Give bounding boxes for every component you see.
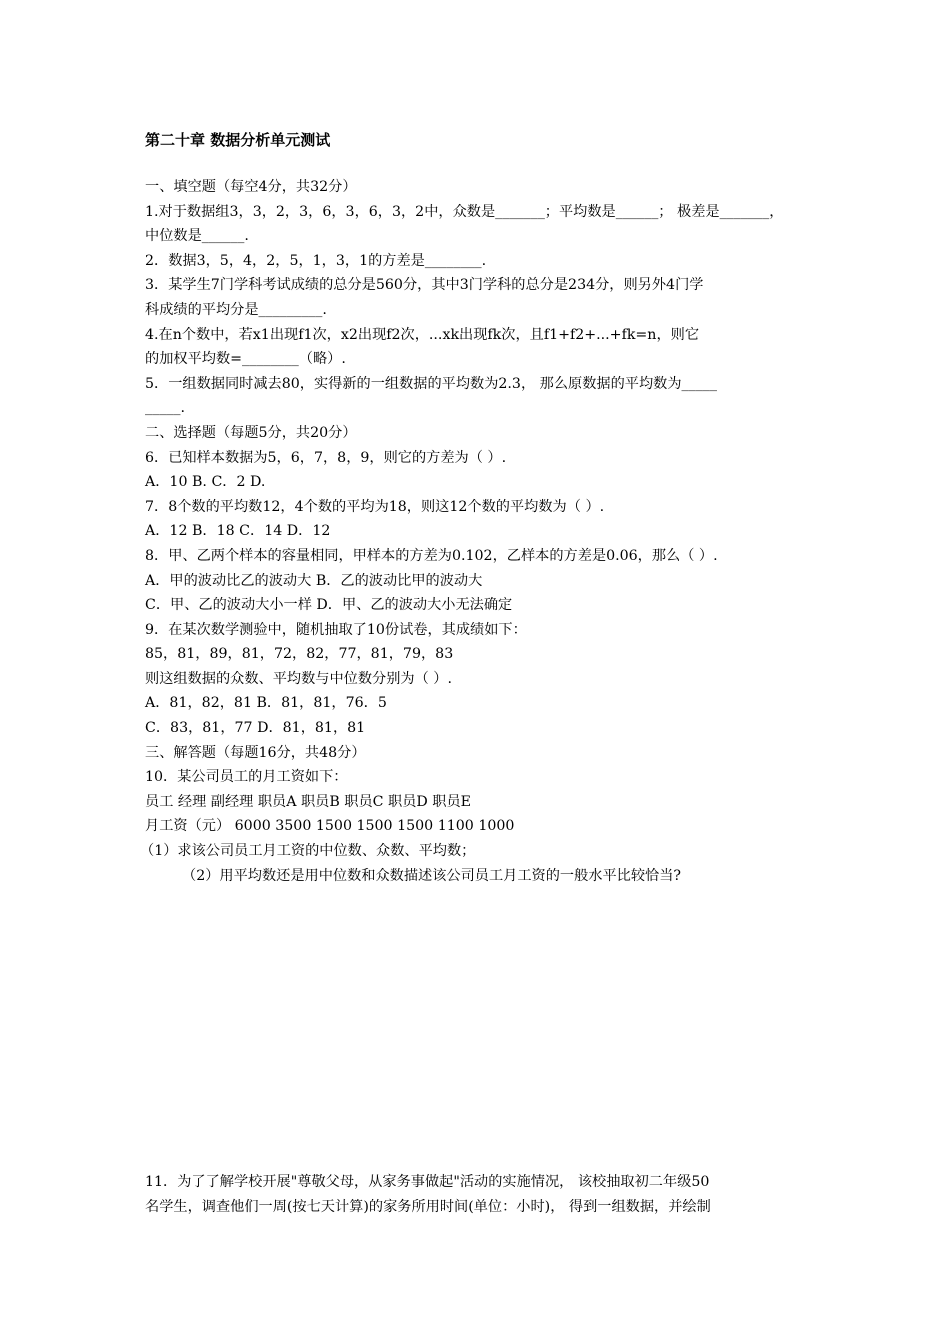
question-11-line-1: 11．为了了解学校开展"尊敬父母，从家务事做起"活动的实施情况， 该校抽取初二年级50: [145, 1174, 710, 1190]
question-1-line-2: 中位数是______.: [145, 228, 249, 245]
question-8-options-ab: A．甲的波动比乙的波动大 B．乙的波动比甲的波动大: [145, 572, 483, 589]
question-7: 7．8个数的平均数12，4个数的平均为18，则这12个数的平均数为（ ）.: [145, 498, 605, 515]
question-10-part-2: （2）用平均数还是用中位数和众数描述该公司员工月工资的一般水平比较恰当?: [182, 867, 682, 884]
question-5-line-2: _____.: [145, 400, 185, 417]
question-10-table-values: 月工资（元） 6000 3500 1500 1500 1500 1100 1000: [145, 818, 515, 835]
question-10-table-header: 员工 经理 副经理 职员A 职员B 职员C 职员D 职员E: [145, 793, 472, 810]
question-5-line-1: 5．一组数据同时减去80，实得新的一组数据的平均数为2.3， 那么原数据的平均数为_____: [145, 375, 717, 392]
question-11-line-2: 名学生，调查他们一周(按七天计算)的家务所用时间(单位：小时)， 得到一组数据，并绘制: [145, 1198, 711, 1215]
question-10: 10．某公司员工的月工资如下：: [145, 769, 348, 786]
question-8-options-cd: C．甲、乙的波动大小一样 D．甲、乙的波动大小无法确定: [145, 597, 513, 614]
question-4-line-1: 4.在n个数中，若x1出现f1次，x2出现f2次，...xk出现fk次，且f1+f2+...+fk=n，则它: [145, 326, 700, 343]
question-11: [145, 1170, 815, 1219]
section-heading-fill-blank: 一、填空题（每空4分，共32分）: [145, 179, 357, 195]
question-3-line-2: 科成绩的平均分是_________.: [145, 301, 327, 318]
section-heading-multiple-choice: 二、选择题（每题5分，共20分）: [145, 424, 357, 441]
question-body: [140, 175, 815, 888]
section-heading-answer: 三、解答题（每题16分，共48分）: [145, 744, 366, 761]
question-4-line-2: 的加权平均数=________（略）.: [145, 351, 346, 368]
question-3-line-1: 3．某学生7门学科考试成绩的总分是560分，其中3门学科的总分是234分，则另外4门学: [145, 277, 704, 294]
question-7-options: A．12 B．18 C．14 D．12: [145, 523, 331, 540]
question-9: 9．在某次数学测验中，随机抽取了10份试卷，其成绩如下：: [145, 621, 527, 638]
question-1-line-1: 1.对于数据组3，3，2，3，6，3，6，3，2中，众数是_______；平均数是______； 极差是_______，: [145, 203, 784, 220]
question-9-options-cd: C．83，81，77 D．81，81，81: [145, 720, 366, 737]
question-9-options-ab: A．81，82，81 B．81，81，76．5: [145, 695, 387, 712]
question-8: 8．甲、乙两个样本的容量相同，甲样本的方差为0.102，乙样本的方差是0.06，那么（ ）.: [145, 547, 718, 564]
page-title: 第二十章 数据分析单元测试: [145, 131, 331, 149]
question-10-part-1: （1）求该公司员工月工资的中位数、众数、平均数；: [140, 843, 476, 860]
question-9-prompt: 则这组数据的众数、平均数与中位数分别为（ ）.: [145, 670, 452, 687]
question-9-data: 85，81，89，81，72，82，77，81，79，83: [145, 646, 454, 663]
question-6: 6．已知样本数据为5，6，7，8，9，则它的方差为（ ）.: [145, 449, 507, 466]
question-2: 2．数据3，5，4，2，5，1，3，1的方差是________.: [145, 252, 487, 269]
question-6-options: A．10 B. C．2 D.: [145, 474, 266, 491]
